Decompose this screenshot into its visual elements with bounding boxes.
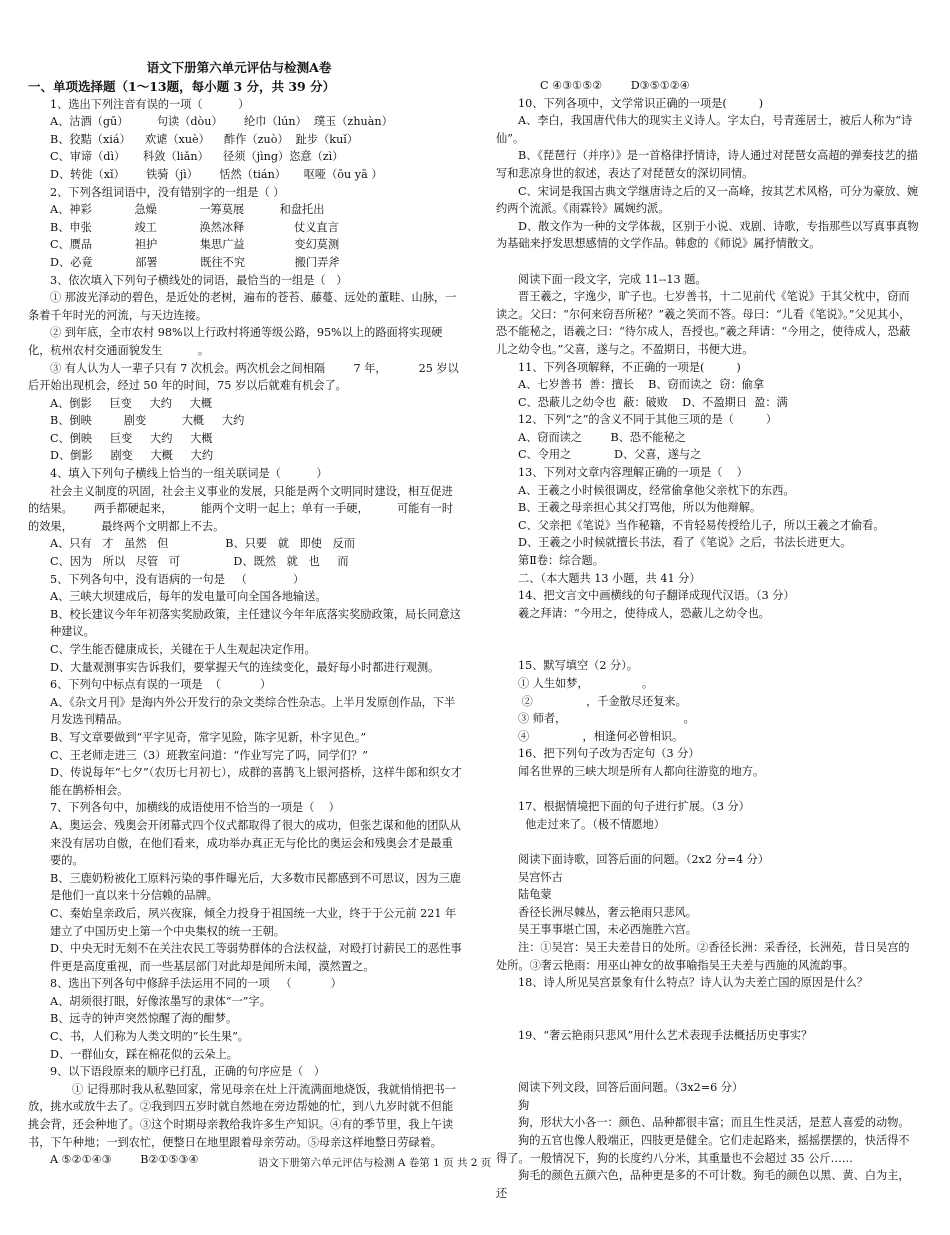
question-line: 14、把文言文中画横线的句子翻译成现代汉语。（3 分） [518, 589, 795, 603]
option-line: C ④③①⑤② D③⑤①②④ [540, 79, 690, 92]
question-line: 阅读下列文段，回答后面问题。（3x2=6 分） [518, 1081, 744, 1095]
option-line: C、因为 所以 尽管 可 D、既然 就 也 而 [50, 555, 349, 569]
question-line: 15、默写填空（2 分）。 [518, 659, 638, 673]
option-line: A、《杂文月刊》是海内外公开发行的杂文类综合性杂志。上半月发原创作品，下半月发选刊精品。 [50, 695, 456, 727]
question-line: 吴宫怀古 [518, 870, 563, 884]
option-line: D、中央无时无刻不在关注农民工等弱势群体的合法权益，对殴打讨薪民工的恶性事件更是高度重视，而一些基层部门对此却是闻所未闻，漠然置之。 [50, 942, 462, 973]
option-line: B、倒映 剧变 大概 大约 [50, 414, 245, 428]
question-line: ② ，千金散尽还复来。 [518, 694, 687, 708]
page-footer: 语文下册第六单元评估与检测 A 卷第 1 页 共 2 页 [258, 1157, 492, 1169]
question-line: A、七岁善书 善：擅长 B、窃而读之 窃：偷拿 [518, 378, 765, 392]
option-line: C、赝品 袒护 集思广益 变幻莫测 [50, 238, 340, 252]
question-line: 10、下列各项中，文学常识正确的一项是( ) [518, 96, 764, 110]
question-line: C、恐蔽儿之幼令也 蔽：破败 D、不盈期日 盈：满 [518, 395, 788, 409]
right-column [496, 77, 920, 1202]
question-line: 16、把下列句子改为否定句（3 分） [518, 747, 700, 761]
question-line: 2、下列各组词语中，没有错别字的一组是（ ） [50, 185, 285, 199]
question-line: D、王羲之小时候就擅长书法，看了《笔说》之后，书法长进更大。 [518, 536, 852, 550]
answer-space [496, 253, 920, 271]
page-title: 语文下册第六单元评估与检测A卷 [146, 60, 332, 75]
section-heading: 一、单项选择题（1～13题，每小题 3 分，共 39 分） [28, 79, 336, 94]
question-line: 3、依次填入下列句子横线处的词语，最恰当的一组是（ ） [50, 273, 348, 287]
answer-space [496, 833, 920, 851]
paragraph: 注：①吴宫：吴王夫差昔日的处所。②香径长洲：采香径，长洲苑，昔日吴宫的处所。③奢云艳雨：用巫山神女的故事喻指吴王夫差与西施的风流韵事。 [496, 940, 910, 972]
paragraph: 狗的五官也像人般端正，四肢更是健全。它们走起路来，摇摇摆摆的，快活得不得了。一般情况下，狗的长度约八分米，其重量也不会超过 35 公斤…… [496, 1134, 910, 1165]
option-line: D、倒影 剧变 大概 大约 [50, 449, 214, 463]
option-line: B、三鹿奶粉被化工原料污染的事件曝光后，大多数市民都感到不可思议，因为三鹿是他们一直以来十分信赖的品牌。 [50, 871, 461, 903]
question-line: ④ ，相逢何必曾相识。 [518, 729, 684, 743]
question-line: 8、选出下列各句中修辞手法运用不同的一项 （ ） [50, 977, 342, 991]
question-line: 4、填入下列句子横线上恰当的一组关联词是（ ） [50, 467, 328, 481]
question-line: C、父亲把《笔说》当作秘籍，不肯轻易传授给儿子，所以王羲之才偷看。 [518, 518, 885, 532]
option-line: A、奥运会、残奥会开闭幕式四个仪式都取得了很大的成功，但张艺谋和他的团队从来没有居功自傲，在他们看来，成功举办真正无与伦比的奥运会和残奥会才是最重要的。 [50, 818, 461, 868]
option-line: C、秦始皇亲政后，夙兴夜寐，倾全力投身于祖国统一大业，终于于公元前 221 年建立了中国历史上第一个中央集权的统一王朝。 [50, 906, 457, 938]
question-line: 狗 [518, 1098, 530, 1112]
question-line: 闻名世界的三峡大坝是所有人都向往游览的地方。 [518, 764, 765, 778]
paragraph: ② 到年底，全市农村 98%以上行政村将通等级公路，95%以上的路面将实现硬化，杭州农村交通面貌发生 。 [28, 326, 443, 357]
option-line: A、神彩 急燥 一筹莫展 和盘托出 [50, 203, 325, 217]
option-line: D、大量观测事实告诉我们，要掌握天气的连续变化，最好每小时都进行观测。 [50, 660, 440, 674]
paragraph: ③ 有人认为人一辈子只有 7 次机会。两次机会之间相隔 7 年， 25 岁以后开始出现机会，经过 50 年的时间，75 岁以后就难有机会了。 [28, 361, 459, 393]
option-line: D、必竟 部署 既往不究 搬门弄斧 [50, 255, 340, 269]
question-line: 17、根据情境把下面的句子进行扩展。（3 分） [518, 800, 750, 814]
question-line: 二、（本大题共 13 小题，共 41 分） [518, 571, 701, 585]
option-line: A ⑤②①④③ B②①⑤③④ [50, 1153, 199, 1167]
paragraph: C、宋词是我国古典文学继唐诗之后的又一高峰，按其艺术风格，可分为豪放、婉约两个流派。《雨霖铃》属婉约派。 [496, 184, 919, 216]
option-line: C、倒映 巨变 大约 大概 [50, 431, 213, 445]
paragraph: A、李白，我国唐代伟大的现实主义诗人。字太白，号青莲居士，被后人称为“诗仙”。 [496, 114, 913, 145]
paragraph: 社会主义制度的巩固，社会主义事业的发展，只能是两个文明同时建设，相互促进的结果。 两手都硬起来， 能两个文明一起上；单有一手硬， 可能有一时的效果， 最终两个文明都上不去。 [28, 484, 454, 533]
answer-space [496, 781, 920, 799]
question-line: 羲之拜请：“今用之，使待成人，恐蔽儿之幼令也。 [518, 606, 770, 620]
question-line: A、王羲之小时候很调皮，经常偷拿他父亲枕下的东西。 [518, 483, 795, 497]
option-line: B、校长建议今年年初落实奖励政策，主任建议今年年底落实奖励政策，局长同意这种建议。 [50, 607, 461, 639]
option-line: C、书，人们称为人类文明的“长生果”。 [50, 1030, 249, 1044]
option-line: A、沽酒（gū） 句读（dòu） 纶巾（lún） 璞玉（zhuàn） [50, 115, 393, 129]
option-line: C、王老师走进三（3）班教室问道：“作业写完了吗，同学们？” [50, 748, 368, 762]
paragraph: B、《琵琶行（并序）》是一首格律抒情诗，诗人通过对琵琶女高超的弹奏技艺的描写和悲凉身世的叙述，表达了对琵琶女的深切同情。 [496, 149, 918, 180]
paragraph: D、散文作为一种的文学体裁，区别于小说、戏剧、诗歌，专指那些以写真事真物为基础来抒发思想感情的文学作品。韩愈的《师说》属抒情散文。 [496, 219, 919, 251]
option-line: B、申张 竣工 涣然冰释 仗义直言 [50, 220, 339, 234]
option-line: A、胡须很打眼，好像浓墨写的隶体“一”字。 [50, 994, 271, 1008]
option-line: D、传说每年“七夕”（农历七月初七），成群的喜鹊飞上银河搭桥，这样牛郎和织女才能在鹊桥相会。 [50, 766, 462, 797]
question-line: 12、下列“之”的含义不同于其他三项的是（ ） [518, 413, 778, 427]
question-line: 吴王事事堪亡国，未必西施胜六宫。 [518, 923, 698, 937]
option-line: A、三峡大坝建成后，每年的发电量可向全国各地输送。 [50, 590, 327, 604]
option-line: B、远寺的钟声突然惊醒了海的酣梦。 [50, 1012, 238, 1026]
paragraph: ① 记得那时我从私塾回家，常见母亲在灶上汗流满面地烧饭，我就悄悄把书一放，挑水或放牛去了。②我到四五岁时就自然地在旁边帮她的忙，到八九岁时就不但能挑会背，还会种地了。③这个时期母亲教给我许多生产知识。④有的季节里，我上午读书，下午种地；一到农忙，便整日在地里跟着母亲劳动。⑤母亲这样地整日劳碌着。 [28, 1082, 456, 1149]
option-line: B、狡黠（xiá） 欢谑（xuè） 酢作（zuò） 趾步（kuǐ） [50, 132, 359, 146]
question-line: 6、下列句中标点有误的一项是 （ ） [50, 678, 272, 692]
left-column [28, 78, 462, 1169]
question-line: B、王羲之母亲担心其父打骂他，所以为他辩解。 [518, 501, 762, 515]
question-line: 香径长洲尽棘丛，奢云艳雨只悲风。 [518, 905, 698, 919]
question-line: 第Ⅱ卷：综合题。 [518, 554, 604, 568]
answer-space [496, 992, 920, 1027]
question-line: 19、“奢云艳雨只悲风”用什么艺术表现手法概括历史事实？ [518, 1028, 813, 1042]
option-line: D、一群仙女，踩在棉花似的云朵上。 [50, 1047, 238, 1061]
question-line: 他走过来了。（极不情愿地） [518, 817, 665, 831]
answer-space [496, 1044, 920, 1079]
question-line: 阅读下面诗歌，回答后面的问题。（2x2 分=4 分） [518, 852, 770, 866]
question-line: A、窃而读之 B、恐不能秘之 [518, 430, 686, 444]
paragraph: 狗毛的颜色五颜六色，品种更是多的不可计数。狗毛的颜色以黑、黄、白为主，还 [496, 1169, 910, 1200]
paragraph: 晋王羲之，字逸少，旷子也。七岁善书，十二见前代《笔说》于其父枕中，窃而读之。父曰：“尔何来窃吾所秘？”羲之笑而不答。母曰：“儿看《笔说》。”父见其小，恐不能秘之，语羲之曰：“待尔成人，吾授也。”羲之拜请：“今用之，使待成人，恐蔽儿之幼令也。”父喜，遂与之。不盈期日，书便大进。 [496, 290, 911, 356]
paragraph: ① 那波光泽动的碧色，是近处的老树，遍布的苍苔、藤蔓、远处的董畦、山脉，一条着千年时光的河流，与天边连接。 [28, 291, 457, 322]
question-line: 7、下列各句中，加横线的成语使用不恰当的一项是（ ） [50, 801, 340, 815]
option-line: C、学生能否健康成长，关键在于人生观起决定作用。 [50, 643, 316, 656]
option-line: C、审谛（dì） 科敛（liǎn） 径须（jìng）恣意（zì） [50, 150, 344, 164]
option-line: A、只有 才 虽然 但 B、只要 就 即使 反而 [50, 537, 356, 551]
question-line: 阅读下面一段文字，完成 11--13 题。 [518, 272, 707, 286]
option-line: D、转徙（xǐ） 铁骑（jì） 恬然（tián） 呕哑（ōu yā ） [50, 167, 383, 181]
question-line: 18、诗人所见吴宫景象有什么特点？诗人认为夫差亡国的原因是什么？ [518, 976, 868, 990]
question-line: C、令用之 D、父喜，遂与之 [518, 448, 702, 462]
question-line: 5、下列各句中，没有语病的一句是 （ ） [50, 572, 305, 586]
question-line: 9、以下语段原来的顺序已打乱，正确的句序应是（ ） [50, 1065, 326, 1079]
option-line: B、写文章要做到“平字见奇，常字见险，陈字见新，朴字见色。” [50, 730, 367, 744]
question-line: 11、下列各项解释，不正确的一项是( ) [518, 360, 741, 374]
question-line: ① 人生如梦， 。 [518, 677, 654, 690]
answer-space [496, 622, 920, 657]
option-line: A、倒影 巨变 大约 大概 [50, 396, 213, 410]
question-line: 13、下列对文章内容理解正确的一项是（ ） [518, 466, 748, 480]
question-line: ③ 师者， 。 [518, 712, 695, 726]
question-line: 1、选出下列注音有误的一项（ ） [50, 97, 250, 111]
paragraph: 狗，形状大小各一：颜色、品种都很丰富；而且生性灵活，是惹人喜爱的动物。 [518, 1116, 910, 1130]
question-line: 陆龟蒙 [518, 888, 552, 902]
